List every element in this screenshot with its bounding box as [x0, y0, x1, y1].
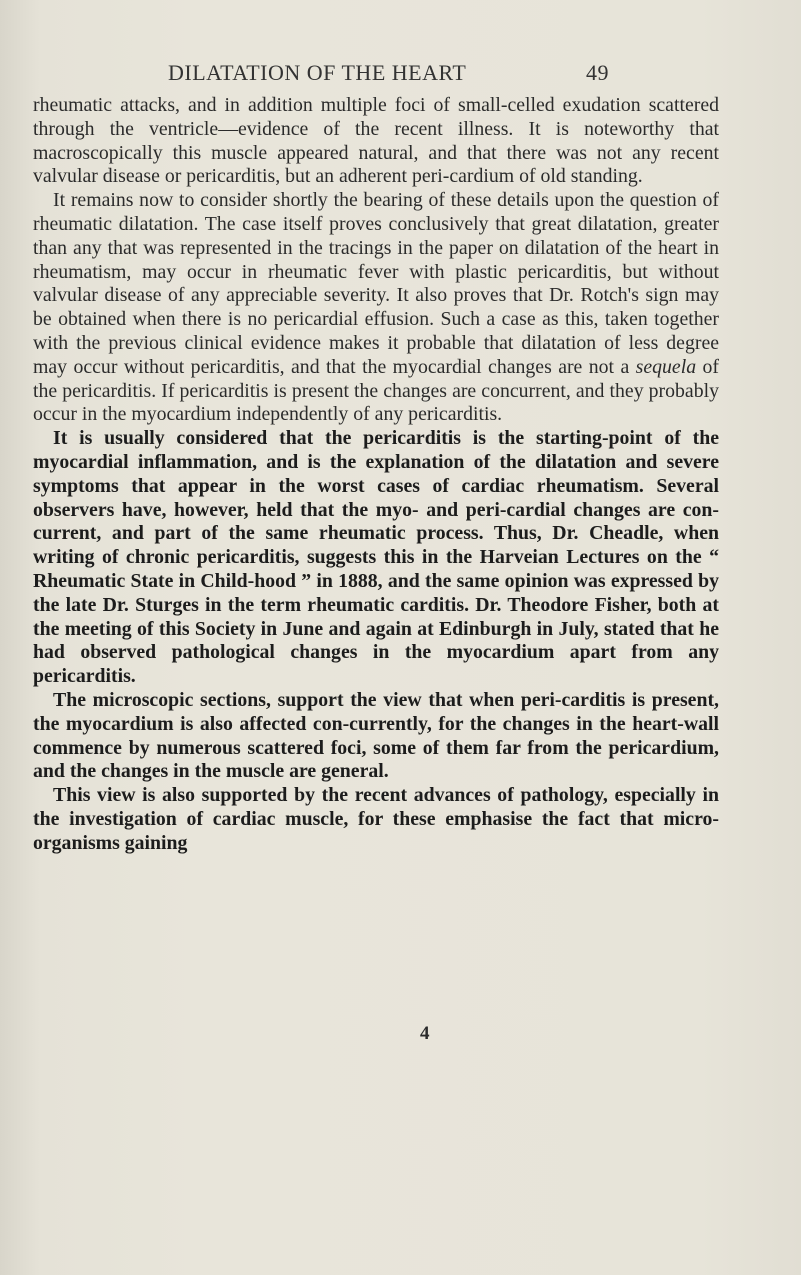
- signature-mark: 4: [420, 1023, 430, 1044]
- paragraph-1: rheumatic attacks, and in addition multiple foci of small-celled exudation scattered through the ventricle—evidence of the recent illness. It is noteworthy that macroscopically this muscle appeared natural, and that there was not any recent valvular disease or pericarditis, but an adherent peri-cardium of old standing.: [33, 94, 719, 188]
- paragraph-2: [33, 189, 719, 427]
- body-text: [33, 94, 719, 856]
- paragraph-5: This view is also supported by the recent advances of pathology, especially in the investigation of cardiac muscle, for these emphasise the fact that micro-organisms gaining: [33, 784, 719, 854]
- italic-term: sequela: [635, 355, 697, 378]
- paragraph-3: It is usually considered that the pericarditis is the starting-point of the myocardial inflammation, and is the explanation of the dilatation and severe symptoms that appear in the worst cases of cardiac rheumatism. Several observers have, however, held that the myo- and peri-cardial changes are con-current, and part of the same rheumatic process. Thus, Dr. Cheadle, when writing of chronic pericarditis, suggests this in the Harveian Lectures on the “ Rheumatic State in Child-hood ” in 1888, and the same opinion was expressed by the late Dr. Sturges in the term rheumatic carditis. Dr. Theodore Fisher, both at the meeting of this Society in June and again at Edinburgh in July, stated that he had observed pathological changes in the myocardium apart from any pericarditis.: [33, 427, 719, 688]
- page-number: 49: [586, 60, 609, 85]
- paragraph-2-text-after: of the pericarditis. If pericarditis is present the changes are concurrent, and they probably occur in the myocardium independently of any pericarditis.: [33, 355, 719, 426]
- paragraph-4: The microscopic sections, support the view that when peri-carditis is present, the myocardium is also affected con-currently, for the changes in the heart-wall commence by numerous scattered foci, some of them far from the pericardium, and the changes in the muscle are general.: [33, 688, 719, 783]
- paragraph-2-text-before: It remains now to consider shortly the bearing of these details upon the question of rheumatic dilatation. The case itself proves conclusively that great dilatation, greater than any that was represented in the tracings in the paper on dilatation of the heart in rheumatism, may occur in rheumatic fever with plastic pericarditis, but without valvular disease of any appreciable severity. It also proves that Dr. Rotch's sign may be obtained when there is no pericardial effusion. Such a case as this, taken together with the previous clinical evidence makes it probable that dilatation of less degree may occur without pericarditis, and that the myocardial changes are not a: [33, 189, 719, 378]
- running-title: DILATATION OF THE HEART: [168, 60, 467, 85]
